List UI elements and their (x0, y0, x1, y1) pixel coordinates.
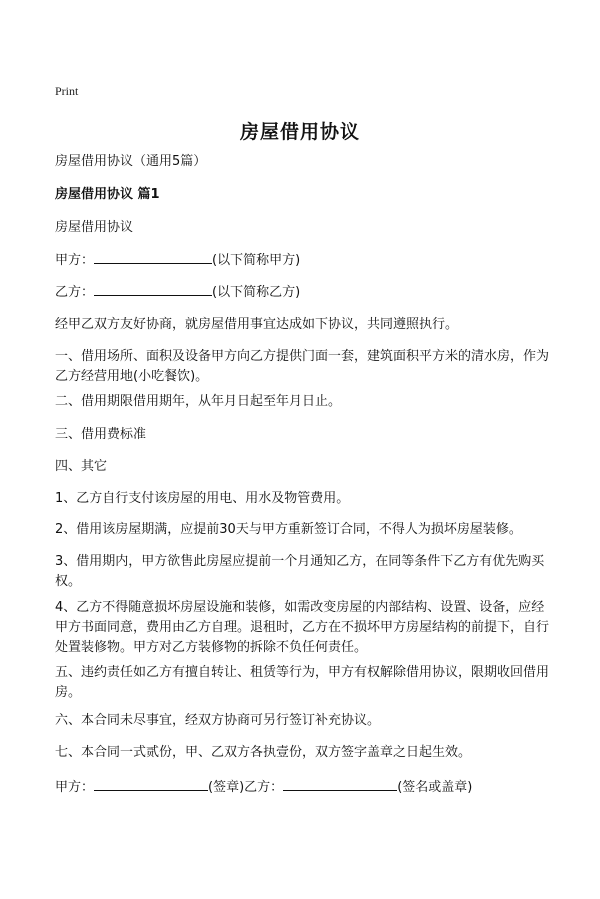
clause-6: 六、本合同未尽事宜，经双方协商可另行签订补充协议。 (55, 713, 381, 728)
sign-a-blank (94, 777, 208, 791)
document-title: 房屋借用协议 (239, 121, 360, 143)
item-3: 3、借用期内，甲方欲售此房屋应提前一个月通知乙方，在同等条件下乙方有优先购买权。 (55, 554, 545, 589)
party-b-blank (94, 282, 212, 296)
print-label: Print (55, 84, 79, 98)
party-b-line (55, 282, 555, 303)
clause-2: 二、借用期限借用期年，从年月日起至年月日止。 (55, 394, 342, 409)
sign-b-label: 乙方： (244, 780, 284, 795)
section-heading: 房屋借用协议 篇1 (55, 187, 160, 202)
clause-3: 三、借用费标准 (55, 427, 147, 442)
signature-line (55, 777, 555, 798)
party-a-label: 甲方： (55, 253, 95, 268)
clause-1: 一、借用场所、面积及设备甲方向乙方提供门面一套，建筑面积平方米的清水房，作为乙方经营用地(小吃餐饮)。 (55, 349, 550, 384)
party-b-label: 乙方： (55, 285, 95, 300)
agreement-name: 房屋借用协议 (55, 220, 134, 235)
clause-4: 四、其它 (55, 459, 108, 474)
party-a-line (55, 250, 555, 271)
item-4: 4、乙方不得随意损坏房屋设施和装修，如需改变房屋的内部结构、设置、设备，应经甲方书面同意，费用由乙方自理。退租时，乙方在不损坏甲方房屋结构的前提下，自行处置装修物。甲方对乙方装修物的拆除不负任何责任。 (55, 600, 550, 655)
document-subtitle: 房屋借用协议（通用5篇） (55, 154, 207, 169)
item-1: 1、乙方自行支付该房屋的用电、用水及物管费用。 (55, 491, 350, 506)
intro-paragraph: 经甲乙双方友好协商，就房屋借用事宜达成如下协议，共同遵照执行。 (55, 317, 459, 332)
sign-a-suffix: (签章) (208, 780, 245, 795)
sign-b-blank (283, 777, 397, 791)
item-2: 2、借用该房屋期满，应提前30天与甲方重新签订合同，不得人为损坏房屋装修。 (55, 522, 522, 537)
clause-7: 七、本合同一式贰份，甲、乙双方各执壹份，双方签字盖章之日起生效。 (55, 745, 472, 760)
clause-5: 五、违约责任如乙方有擅自转让、租赁等行为，甲方有权解除借用协议，限期收回借用房。 (55, 665, 550, 700)
sign-a-label: 甲方： (55, 780, 95, 795)
party-a-suffix: (以下简称甲方) (212, 253, 301, 268)
sign-b-suffix: (签名或盖章) (397, 780, 473, 795)
party-a-blank (94, 250, 212, 264)
party-b-suffix: (以下简称乙方) (212, 285, 301, 300)
